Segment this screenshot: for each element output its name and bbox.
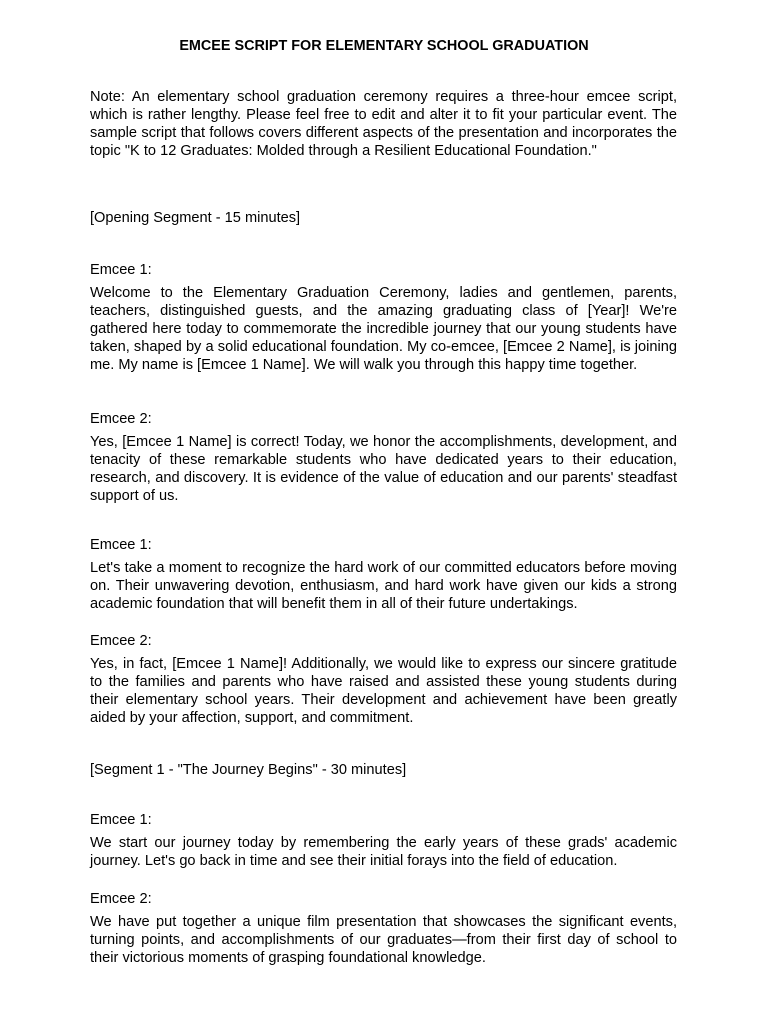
speaker-label: Emcee 1:	[90, 537, 152, 553]
dialogue-paragraph: We start our journey today by remembering the early years of these grads' academic journey. Let's go back in time and see their initial forays into the field of education.	[90, 835, 677, 869]
document-title: EMCEE SCRIPT FOR ELEMENTARY SCHOOL GRADUATION	[179, 38, 589, 54]
speaker-label: Emcee 2:	[90, 891, 152, 907]
speaker-label: Emcee 2:	[90, 411, 152, 427]
dialogue-paragraph: Yes, in fact, [Emcee 1 Name]! Additionally, we would like to express our sincere gratitude to the families and parents who have raised and assisted these young students during their elementary school years. Their development and achievement have been greatly aided by your affection, support, and commitment.	[90, 656, 677, 726]
dialogue-paragraph: We have put together a unique film presentation that showcases the significant events, turning points, and accomplishments of our graduates—from their first day of school to their victorious moments of grasping foundational knowledge.	[90, 914, 677, 966]
dialogue-paragraph: Welcome to the Elementary Graduation Ceremony, ladies and gentlemen, parents, teachers, distinguished guests, and the amazing graduating class of [Year]! We're gathered here today to commemorate the incredible journey that our young students have taken, shaped by a solid educational foundation. My co-emcee, [Emcee 2 Name], is joining me. My name is [Emcee 1 Name]. We will walk you through this happy time together.	[90, 285, 677, 373]
segment-heading-journey: [Segment 1 - "The Journey Begins" - 30 minutes]	[90, 762, 407, 778]
speaker-label: Emcee 1:	[90, 812, 152, 828]
speaker-label: Emcee 2:	[90, 633, 152, 649]
segment-heading-opening: [Opening Segment - 15 minutes]	[90, 210, 301, 226]
speaker-label: Emcee 1:	[90, 262, 152, 278]
dialogue-paragraph: Let's take a moment to recognize the hard work of our committed educators before moving on. Their unwavering devotion, enthusiasm, and hard work have given our kids a strong academic foundation that will benefit them in all of their future undertakings.	[90, 560, 677, 612]
note-paragraph: Note: An elementary school graduation ceremony requires a three-hour emcee script, which is rather lengthy. Please feel free to edit and alter it to fit your particular event. The sample script that follows covers different aspects of the presentation and incorporates the topic "K to 12 Graduates: Molded through a Resilient Educational Foundation."	[90, 89, 677, 159]
dialogue-paragraph: Yes, [Emcee 1 Name] is correct! Today, we honor the accomplishments, development, and tenacity of these remarkable students who have dedicated years to their education, research, and discovery. It is evidence of the value of education and our parents' steadfast support of us.	[90, 434, 677, 504]
